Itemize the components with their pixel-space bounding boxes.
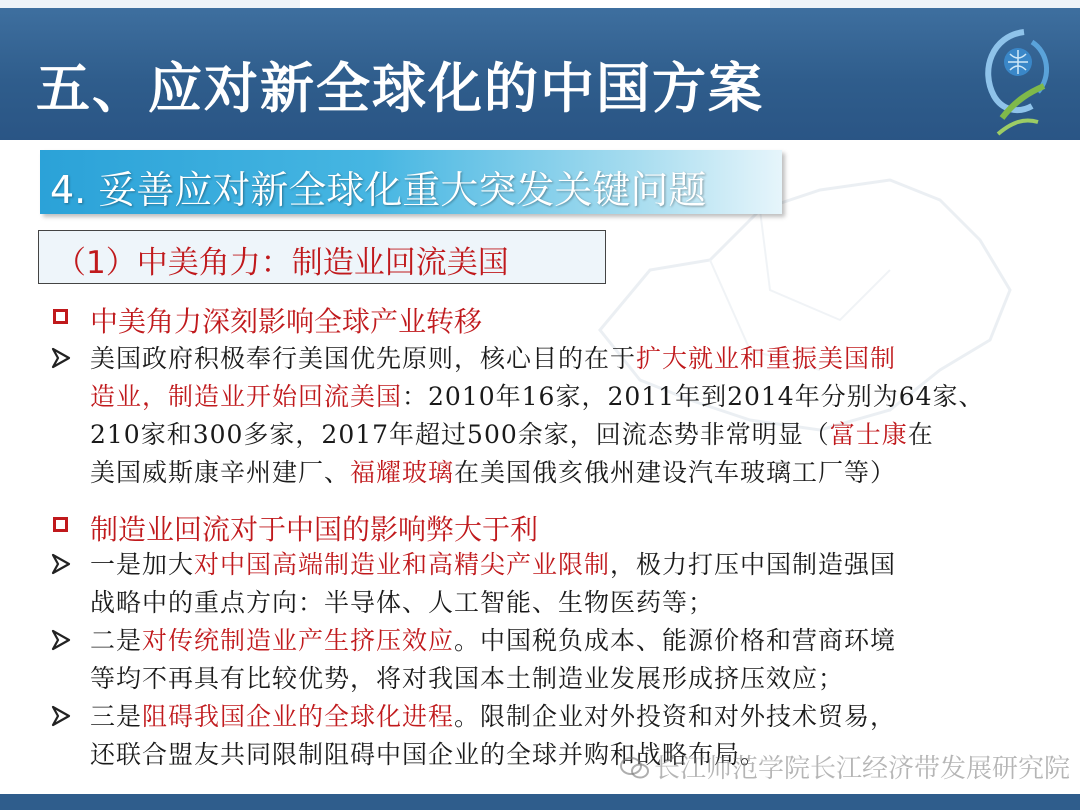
bullet-line <box>90 546 1040 584</box>
text-segment: 等均不再具有比较优势，将对我国本土制造业发展形成挤压效应； <box>90 664 845 693</box>
arrow-bullet-icon <box>50 705 72 727</box>
bullet-line <box>90 416 1040 454</box>
highlighted-text: 对中国高端制造业和高精尖产业限制 <box>194 550 611 579</box>
highlighted-text: 阻碍我国企业的全球化进程 <box>142 702 455 731</box>
bullet-text <box>90 340 1040 492</box>
subtitle-bar <box>40 150 782 214</box>
text-segment: ，极力打压中国制造强国 <box>610 550 897 579</box>
bullet-line <box>90 454 1040 492</box>
highlighted-text: 造业，制造业开始回流美国 <box>90 382 403 411</box>
bullet-line <box>90 378 1040 416</box>
slide-header <box>0 8 1080 140</box>
bullet-text <box>90 546 1040 622</box>
bullet-line <box>90 584 1040 622</box>
text-segment: ：2010年16家，2011年到2014年分别为64家、 <box>402 382 985 411</box>
arrow-bullet-icon <box>50 629 72 651</box>
section-box <box>38 230 606 284</box>
institute-logo-icon <box>972 22 1064 138</box>
highlighted-text: 福耀玻璃 <box>350 458 455 487</box>
highlighted-text: 扩大就业和重振美国制 <box>636 344 897 373</box>
text-segment: 。限制企业对外投资和对外技术贸易， <box>454 702 897 731</box>
highlighted-text: 对传统制造业产生挤压效应 <box>142 626 455 655</box>
bullet-text <box>90 622 1040 698</box>
square-bullet-icon <box>53 517 68 532</box>
bullet-line <box>90 660 1040 698</box>
text-segment: 三是 <box>90 702 143 731</box>
bullet-line <box>90 622 1040 660</box>
bullet-line <box>90 698 1040 736</box>
highlighted-text: 富士康 <box>829 420 908 449</box>
text-segment: 美国威斯康辛州建厂、 <box>90 458 351 487</box>
arrow-bullet-icon <box>50 347 72 369</box>
text-segment: 二是 <box>90 626 143 655</box>
arrow-bullet-icon <box>50 553 72 575</box>
text-segment: 美国政府积极奉行美国优先原则，核心目的在于 <box>90 344 637 373</box>
bottom-bar <box>0 794 1080 810</box>
section-title: （1）中美角力：制造业回流美国 <box>55 245 509 281</box>
subtitle: 4. 妥善应对新全球化重大突发关键问题 <box>50 168 707 212</box>
text-segment: 。中国税负成本、能源价格和营商环境 <box>454 626 897 655</box>
text-segment: 210家和300多家，2017年超过500余家，回流态势非常明显（ <box>90 420 830 449</box>
text-segment: 一是加大 <box>90 550 195 579</box>
text-segment: 在美国俄亥俄州建设汽车玻璃工厂等） <box>454 458 897 487</box>
watermark: 长江师范学院长江经济带发展研究院 <box>620 748 1070 785</box>
bullet-line <box>90 340 1040 378</box>
square-bullet-icon <box>53 309 68 324</box>
text-segment: 还联合盟友共同限制阻碍中国企业的全球并购和战略布局。 <box>90 740 767 769</box>
wechat-icon <box>620 756 650 780</box>
slide-title: 五、应对新全球化的中国方案 <box>36 57 764 120</box>
text-segment: 战略中的重点方向：半导体、人工智能、生物医药等； <box>90 588 715 617</box>
text-segment: 在 <box>907 420 934 449</box>
